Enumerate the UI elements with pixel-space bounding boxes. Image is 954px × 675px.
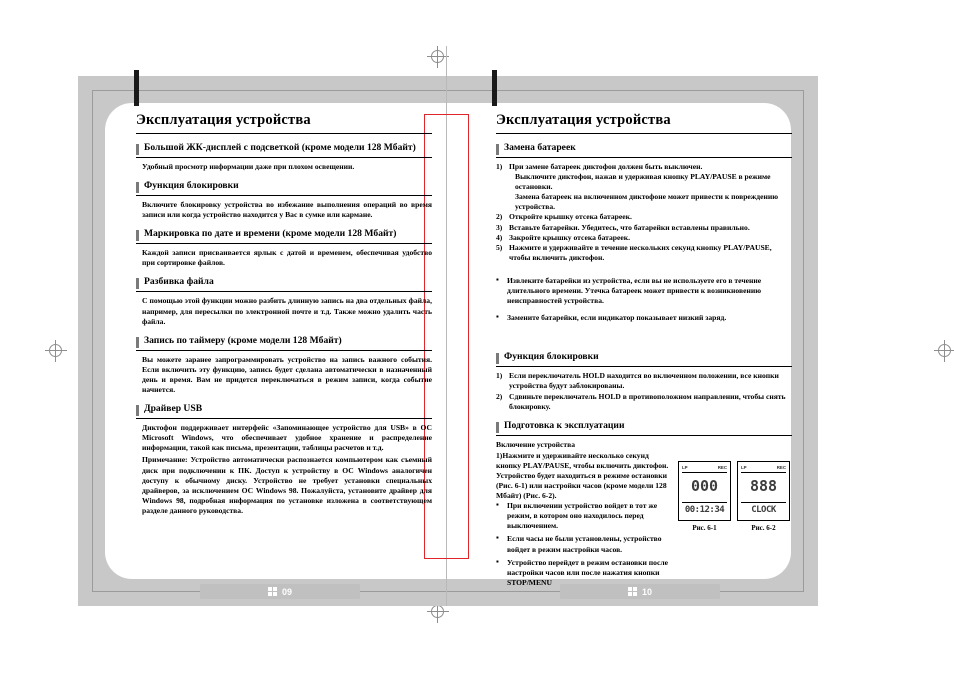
- bleed-tab-right: [492, 70, 497, 106]
- list-item: [496, 243, 792, 263]
- list-item: [496, 392, 792, 412]
- list-item-number: 1): [496, 371, 503, 381]
- section-note: Примечание: Устройство автоматически распознается компьютером как съемный диск при подключении к ПК. Доступ к устройству в ОС Windows аналогичен доступу к обычному диску. Устройство не требует установки специальных драйверов, за исключением ОС Windows 98. Пожалуйста, установите драйвер для Windows 98, подробная информация по установке изложена в соответствующем разделе данного руководства.: [142, 455, 432, 515]
- preparation-subheading: Включение устройства: [496, 439, 576, 449]
- lcd-label-lp: LP: [741, 464, 747, 470]
- list-item-text: Откройте крышку отсека батареек.: [509, 212, 632, 222]
- registration-mark-right: [934, 340, 954, 362]
- section-heading-usb-driver: [136, 404, 432, 419]
- section-bar-icon: [136, 182, 139, 193]
- list-item: [496, 223, 792, 233]
- page-number: 10: [641, 586, 652, 597]
- battery-notes-list: [496, 276, 792, 323]
- section-heading-text: Подготовка к эксплуатации: [504, 419, 625, 431]
- list-item: [496, 212, 792, 222]
- lcd-screen-icon: [737, 461, 790, 521]
- lcd-sub-display: 00:12:34: [684, 504, 725, 515]
- section-bar-icon: [496, 144, 499, 155]
- section-heading-text: Маркировка по дате и времени (кроме модели 128 Мбайт): [144, 228, 397, 240]
- preparation-text-block: [496, 451, 672, 591]
- section-heading-lock-function: [136, 181, 432, 196]
- preparation-notes-list: [496, 501, 672, 588]
- list-item: ▪ Замените батарейки, если индикатор показывает низкий заряд.: [496, 313, 792, 323]
- list-item-subtext: Замена батареек на включенном диктофоне может привести к повреждению устройства.: [515, 192, 779, 212]
- registration-mark-left: [45, 340, 67, 362]
- section-heading-preparation: [496, 421, 792, 436]
- lcd-label-rec: REC: [717, 464, 727, 470]
- section-heading-text: Запись по таймеру (кроме модели 128 Мбайт): [144, 334, 342, 346]
- list-item: ▪ При включении устройство войдет в тот же режим, в котором оно находилось перед выключением.: [496, 501, 672, 531]
- lcd-label-lp: LP: [682, 464, 688, 470]
- lcd-sub-display: CLOCK: [751, 504, 776, 515]
- section-heading-lcd-display: [136, 143, 432, 158]
- figure-6-1: [678, 461, 731, 591]
- section-heading-text: Функция блокировки: [144, 180, 239, 192]
- page-title-right: Эксплуатация устройства: [496, 112, 792, 134]
- section-bar-icon: [496, 353, 499, 364]
- footer-ornament-icon: [628, 587, 637, 596]
- section-bar-icon: [136, 337, 139, 348]
- battery-steps-list: [496, 162, 792, 263]
- figure-caption: Рис. 6-1: [692, 523, 717, 532]
- section-paragraph: Включите блокировку устройства во избежание выполнения операций во время записи или когда устройство находится у Вас в сумке или кармане.: [142, 200, 432, 220]
- section-bar-icon: [136, 144, 139, 155]
- preparation-lead: 1)Нажмите и удерживайте несколько секунд кнопку PLAY/PAUSE, чтобы включить диктофон. Устройство будет находиться в режиме остановки (Рис. 6-1) или настройки часов (кроме модели 128 Мбайт) (Рис. 6-2).: [496, 450, 669, 501]
- list-item-number: 1): [496, 162, 503, 171]
- lcd-main-display: 000: [690, 476, 719, 495]
- list-item: [496, 162, 792, 212]
- list-item-text: Нажмите и удерживайте в течение нескольких секунд кнопку PLAY/PAUSE, чтобы включить диктофон.: [509, 242, 772, 262]
- section-heading-text: Замена батареек: [504, 142, 576, 153]
- list-item-subtext: Выключите диктофон, нажав и удерживая кнопку PLAY/PAUSE в режиме остановки.: [515, 172, 771, 192]
- list-item-number: 2): [496, 391, 503, 401]
- section-paragraph: Каждой записи присваивается ярлык с датой и временем, обеспечивая удобство при сортировке файлов.: [142, 248, 432, 268]
- footer-ornament-icon: [268, 587, 277, 596]
- list-item-number: 4): [496, 232, 503, 242]
- section-heading-battery-replacement: [496, 143, 792, 158]
- section-bar-icon: [136, 230, 139, 241]
- section-paragraph: Диктофон поддерживает интерфейс «Запоминающее устройство для USB» в ОС Microsoft Windows, что обеспечивает удобное хранение и распределение информации, такой как письма, презентации, таблицы расчетов и т.д.: [142, 423, 432, 453]
- list-item: ▪ Устройство перейдет в режим остановки после настройки часов или после нажатия кнопки STOP/MENU: [496, 558, 672, 588]
- list-item: [496, 371, 792, 391]
- section-paragraph: Вы можете заранее запрограммировать устройство на запись важного события. Если включить эту функцию, запись будет сделана автоматически в назначенный день и время. Вам не придется переключаться в режим записи, когда событие начнется.: [142, 354, 432, 395]
- figure-caption: Рис. 6-2: [751, 523, 776, 532]
- bleed-tab-left: [134, 70, 139, 106]
- section-paragraph: Удобный просмотр информации даже при плохом освещении.: [142, 162, 355, 171]
- section-heading-text: Драйвер USB: [144, 403, 203, 415]
- list-item-number: 2): [496, 212, 503, 222]
- section-heading-file-split: [136, 277, 432, 292]
- list-item-text: При замене батареек диктофон должен быть выключен.: [509, 162, 703, 171]
- page-footer-right: [560, 584, 720, 599]
- section-bar-icon: [136, 405, 139, 416]
- left-page: [136, 112, 432, 518]
- list-item: ▪ Извлеките батарейки из устройства, если вы не используете его в течение длительного времени. Утечка батареек может привести к возникновению неисправностей устройства.: [496, 276, 792, 306]
- lcd-label-rec: REC: [776, 464, 786, 470]
- list-item-text: Если переключатель HOLD находится во включенном положении, все кнопки устройства будут заблокированы.: [509, 371, 779, 391]
- section-heading-text: Большой ЖК-дисплей с подсветкой (кроме модели 128 Мбайт): [144, 142, 416, 153]
- section-bar-icon: [136, 278, 139, 289]
- page-title-left: Эксплуатация устройства: [136, 112, 432, 134]
- figure-group: [678, 451, 790, 591]
- section-paragraph: С помощью этой функции можно разбить длинную запись на два отдельных файла, например, для пересылки по электронной почте и т.д. Также можно удалить часть файла.: [142, 296, 432, 326]
- lcd-screen-icon: [678, 461, 731, 521]
- list-item-number: 3): [496, 222, 503, 232]
- section-heading-lock-function-right: [496, 352, 792, 367]
- section-heading-text: Функция блокировки: [504, 351, 599, 363]
- section-bar-icon: [496, 422, 499, 433]
- list-item: ▪ Если часы не были установлены, устройство войдет в режим настройки часов.: [496, 534, 672, 554]
- section-heading-date-time-stamp: [136, 229, 432, 244]
- figure-6-2: [737, 461, 790, 591]
- lock-steps-list: [496, 371, 792, 411]
- lcd-main-display: 888: [749, 476, 778, 495]
- list-item-text: Вставьте батарейки. Убедитесь, что батарейки вставлены правильно.: [509, 222, 750, 232]
- list-item-text: Закройте крышку отсека батареек.: [509, 232, 631, 242]
- right-page: [496, 112, 792, 591]
- list-item: [496, 233, 792, 243]
- page-number: 09: [281, 586, 292, 597]
- section-heading-text: Разбивка файла: [144, 276, 214, 288]
- page-footer-left: [200, 584, 360, 599]
- list-item-text: Сдвиньте переключатель HOLD в противоположном направлении, чтобы снять блокировку.: [509, 391, 786, 411]
- section-heading-timer-recording: [136, 336, 432, 351]
- list-item-number: 5): [496, 242, 503, 252]
